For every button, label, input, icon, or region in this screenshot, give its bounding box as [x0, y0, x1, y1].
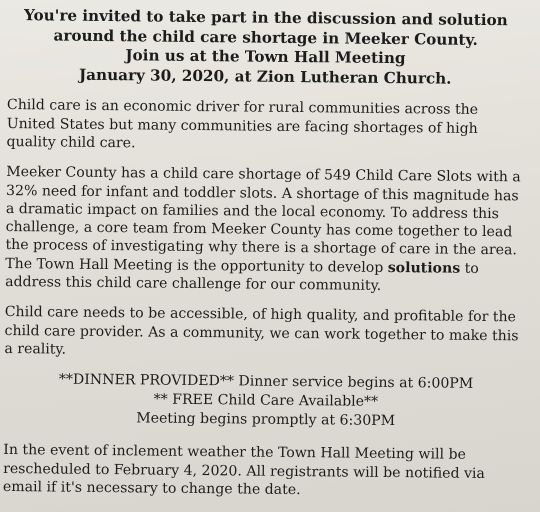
shortage-text-end: to address this child care challenge for our community.	[5, 260, 479, 294]
childcare-line: ** FREE Child Care Available**	[153, 391, 379, 411]
shortage-paragraph	[5, 163, 530, 297]
community-paragraph: Child care needs to be accessible, of high quality, and profitable for the child care provider. As a community, we can work together to make this a reality.	[4, 304, 519, 358]
solutions-emphasis: solutions	[387, 259, 461, 277]
header-line-2: around the child care shortage in Meeker County.	[53, 26, 478, 49]
weather-paragraph: In the event of inclement weather the Town Hall Meeting will be rescheduled to February 4, 2020. All registrants will be notified via email if it's necessary to change the date.	[2, 442, 485, 498]
header-line-3: Join us at the Town Hall Meeting	[125, 46, 406, 68]
header-line-4: January 30, 2020, at Zion Lutheran Church.	[78, 65, 452, 88]
event-details	[4, 370, 529, 432]
flyer-page	[3, 6, 532, 512]
intro-paragraph: Child care is an economic driver for rural communities across the United States but many communities are facing shortages of high quality child care.	[6, 97, 479, 152]
shortage-text-start: Meeker County has a child care shortage of 549 Child Care Slots with a 32% need for infant and toddler slots. A shortage of this magnitude has a dramatic impact on families and the local economy. To address this challenge, a core team from Meeker County has come together to lead the process of investigating why there is a shortage of care in the area. The Town Hall Meeting is the opportunity to develop	[5, 164, 521, 276]
invitation-header	[7, 6, 532, 90]
header-line-1: You're invited to take part in the discussion and solution	[23, 6, 508, 30]
dinner-line: **DINNER PROVIDED** Dinner service begins at 6:00PM	[58, 371, 474, 393]
meeting-time-line: Meeting begins promptly at 6:30PM	[136, 410, 396, 430]
